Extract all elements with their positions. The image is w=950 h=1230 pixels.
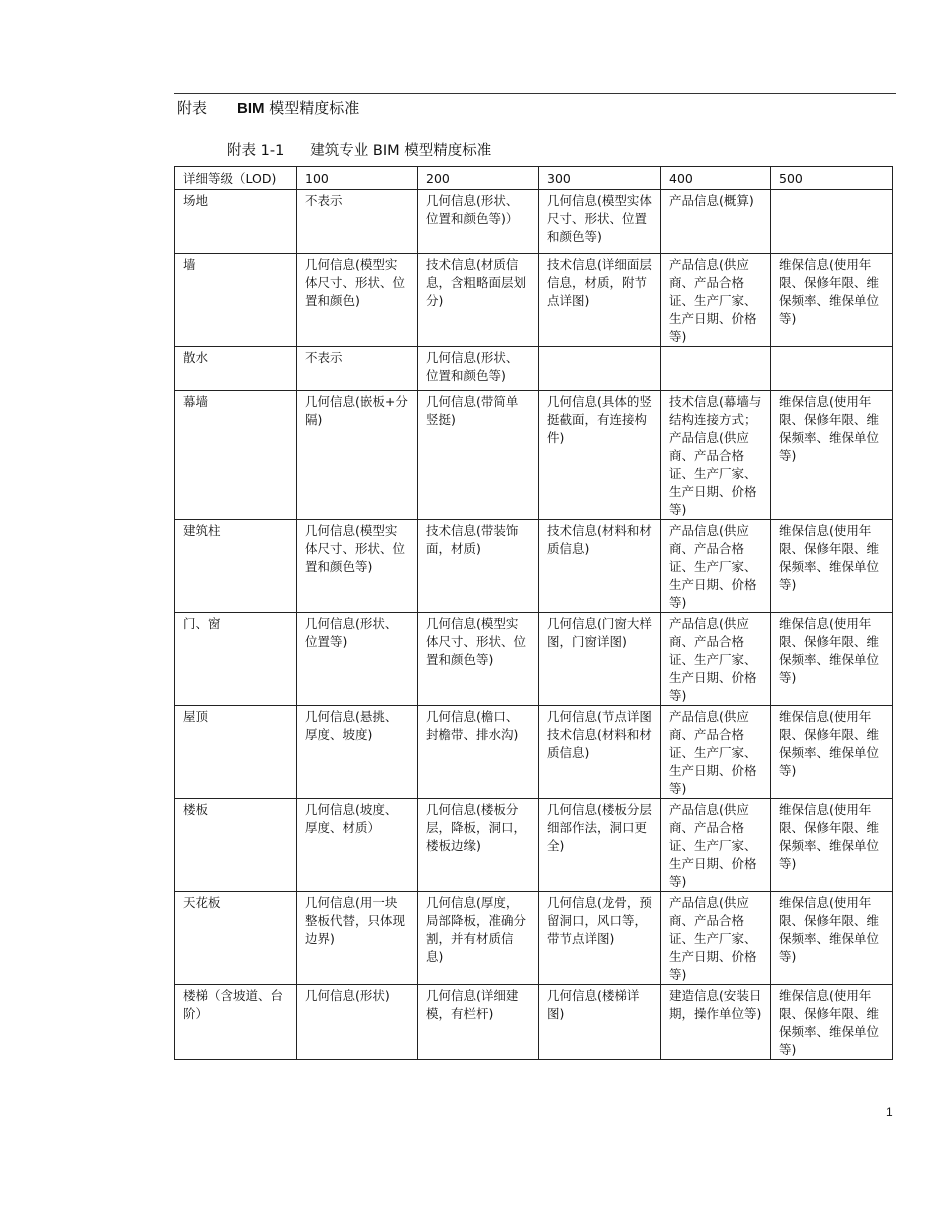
table-header-row	[175, 167, 893, 190]
table-cell: 几何信息(具体的竖挺截面，有连接构件)	[539, 391, 661, 520]
table-cell: 建筑柱	[175, 520, 297, 613]
table-cell: 几何信息(门窗大样图，门窗详图)	[539, 613, 661, 706]
table-cell: 产品信息(供应商、产品合格证、生产厂家、生产日期、价格等)	[661, 706, 771, 799]
table-cell: 维保信息(使用年限、保修年限、维保频率、维保单位等)	[771, 892, 893, 985]
table-row	[175, 520, 893, 613]
table-cell: 墙	[175, 254, 297, 347]
table-cell: 产品信息(概算)	[661, 190, 771, 254]
table-cell: 技术信息(详细面层信息，材质，附节点详图)	[539, 254, 661, 347]
table-cell: 几何信息(形状、位置和颜色等)）	[418, 190, 539, 254]
table-cell: 几何信息(楼板分层，降板，洞口，楼板边缘)	[418, 799, 539, 892]
table-row	[175, 892, 893, 985]
table-cell: 几何信息(模型实体尺寸、形状、位置和颜色等)	[539, 190, 661, 254]
header-rule	[174, 93, 896, 94]
table-cell: 几何信息(嵌板+分隔)	[297, 391, 418, 520]
table-row	[175, 985, 893, 1060]
table-cell: 维保信息(使用年限、保修年限、维保频率、维保单位等)	[771, 799, 893, 892]
header-cell: 300	[539, 167, 661, 190]
table-cell: 几何信息(用一块整板代替，只体现边界)	[297, 892, 418, 985]
header-cell: 400	[661, 167, 771, 190]
table-cell: 不表示	[297, 347, 418, 391]
table-cell: 几何信息(厚度，局部降板，准确分割，并有材质信息)	[418, 892, 539, 985]
table-cell: 几何信息(形状、位置等)	[297, 613, 418, 706]
table-cell: 维保信息(使用年限、保修年限、维保频率、维保单位等)	[771, 391, 893, 520]
table-cell: 楼板	[175, 799, 297, 892]
table-cell: 几何信息(龙骨，预留洞口，风口等，带节点详图)	[539, 892, 661, 985]
appendix-heading	[177, 97, 359, 118]
table-cell: 几何信息(模型实体尺寸、形状、位置和颜色)	[297, 254, 418, 347]
table-row	[175, 190, 893, 254]
table-cell: 门、窗	[175, 613, 297, 706]
table-cell: 楼梯（含坡道、台阶）	[175, 985, 297, 1060]
table-cell: 场地	[175, 190, 297, 254]
table-cell: 几何信息(详细建模，有栏杆)	[418, 985, 539, 1060]
table-cell: 建造信息(安装日期，操作单位等)	[661, 985, 771, 1060]
lod-table	[174, 166, 893, 1060]
table-row	[175, 613, 893, 706]
table-row	[175, 706, 893, 799]
table-cell: 屋顶	[175, 706, 297, 799]
table-cell: 维保信息(使用年限、保修年限、维保频率、维保单位等)	[771, 706, 893, 799]
table-cell: 几何信息(模型实体尺寸、形状、位置和颜色等)	[297, 520, 418, 613]
header-cell: 200	[418, 167, 539, 190]
table-cell: 产品信息(供应商、产品合格证、生产厂家、生产日期、价格等)	[661, 254, 771, 347]
table-caption-text: 建筑专业 BIM 模型精度标准	[310, 143, 492, 159]
table-cell	[539, 347, 661, 391]
table-cell: 技术信息(材料和材质信息)	[539, 520, 661, 613]
appendix-bim: BIM	[237, 100, 265, 117]
table-cell: 维保信息(使用年限、保修年限、维保频率、维保单位等)	[771, 985, 893, 1060]
table-cell: 维保信息(使用年限、保修年限、维保频率、维保单位等)	[771, 613, 893, 706]
appendix-prefix: 附表	[177, 99, 208, 117]
table-cell: 几何信息(檐口、封檐带、排水沟)	[418, 706, 539, 799]
table-cell	[771, 190, 893, 254]
table-row	[175, 254, 893, 347]
header-cell: 详细等级（LOD)	[175, 167, 297, 190]
table-row	[175, 391, 893, 520]
appendix-rest: 模型精度标准	[269, 99, 360, 117]
table-cell: 几何信息(楼梯详图)	[539, 985, 661, 1060]
table-cell: 技术信息(幕墙与结构连接方式；产品信息(供应商、产品合格证、生产厂家、生产日期、价格等)	[661, 391, 771, 520]
page-number: 1	[886, 1105, 893, 1119]
table-cell: 不表示	[297, 190, 418, 254]
table-cell	[771, 347, 893, 391]
table-cell: 几何信息(节点详图技术信息(材料和材质信息)	[539, 706, 661, 799]
table-cell: 几何信息(悬挑、厚度、坡度)	[297, 706, 418, 799]
table-row	[175, 347, 893, 391]
table-cell: 产品信息(供应商、产品合格证、生产厂家、生产日期、价格等)	[661, 520, 771, 613]
table-cell: 散水	[175, 347, 297, 391]
table-cell: 维保信息(使用年限、保修年限、维保频率、维保单位等)	[771, 254, 893, 347]
table-cell: 几何信息(形状、位置和颜色等)	[418, 347, 539, 391]
header-cell: 500	[771, 167, 893, 190]
table-cell: 几何信息(模型实体尺寸、形状、位置和颜色等)	[418, 613, 539, 706]
table-cell	[661, 347, 771, 391]
table-cell: 技术信息(材质信息，含粗略面层划分)	[418, 254, 539, 347]
table-cell: 几何信息(坡度、厚度、材质）	[297, 799, 418, 892]
table-caption	[227, 139, 491, 160]
table-cell: 几何信息(形状)	[297, 985, 418, 1060]
table-cell: 产品信息(供应商、产品合格证、生产厂家、生产日期、价格等)	[661, 892, 771, 985]
table-cell: 产品信息(供应商、产品合格证、生产厂家、生产日期、价格等)	[661, 613, 771, 706]
table-cell: 产品信息(供应商、产品合格证、生产厂家、生产日期、价格等)	[661, 799, 771, 892]
table-cell: 几何信息(楼板分层细部作法，洞口更全)	[539, 799, 661, 892]
table-cell: 几何信息(带简单竖挺)	[418, 391, 539, 520]
table-cell: 维保信息(使用年限、保修年限、维保频率、维保单位等)	[771, 520, 893, 613]
table-row	[175, 799, 893, 892]
table-number: 附表 1-1	[227, 143, 285, 159]
table-cell: 天花板	[175, 892, 297, 985]
table-cell: 幕墙	[175, 391, 297, 520]
header-cell: 100	[297, 167, 418, 190]
table-cell: 技术信息(带装饰面，材质)	[418, 520, 539, 613]
